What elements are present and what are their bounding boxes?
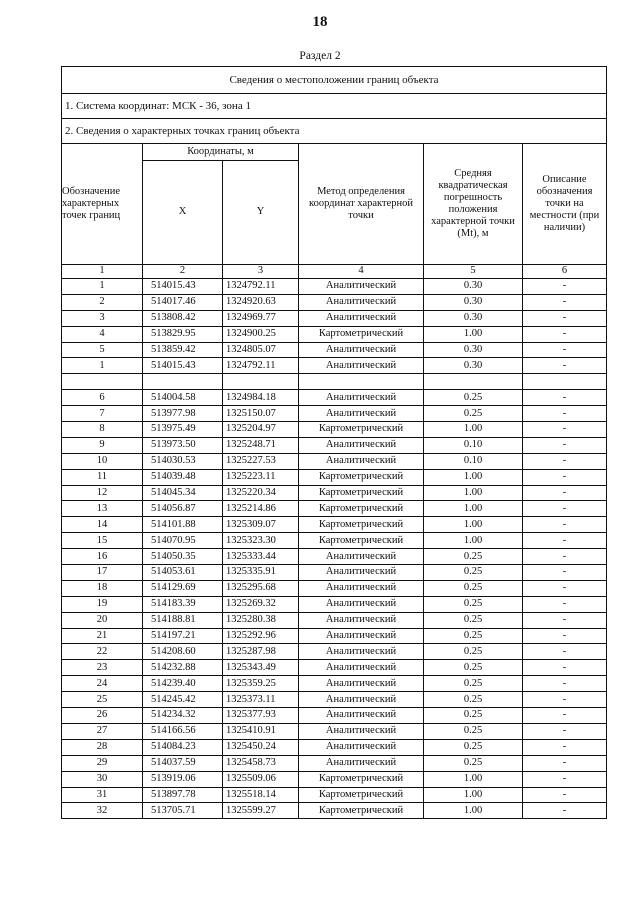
point-number: 29 (62, 755, 143, 771)
description-cell: - (523, 422, 607, 438)
method-cell: Аналитический (299, 660, 424, 676)
table-row (62, 358, 607, 374)
description-cell: - (523, 469, 607, 485)
coord-x: 514030.53 (143, 453, 223, 469)
header-x: X (143, 161, 223, 265)
point-number: 1 (62, 279, 143, 295)
header-method: Метод определения координат характерной точки (299, 144, 424, 265)
point-number: 24 (62, 676, 143, 692)
point-number: 9 (62, 437, 143, 453)
method-cell: Картометрический (299, 787, 424, 803)
coord-y: 1325599.27 (223, 803, 299, 819)
coord-y: 1325309.07 (223, 517, 299, 533)
point-number (62, 374, 143, 390)
coord-y: 1324805.07 (223, 342, 299, 358)
description-cell: - (523, 660, 607, 676)
point-number: 13 (62, 501, 143, 517)
point-number: 16 (62, 549, 143, 565)
column-number: 5 (424, 265, 523, 279)
coord-x: 514050.35 (143, 549, 223, 565)
coord-y: 1325450.24 (223, 739, 299, 755)
method-cell: Аналитический (299, 580, 424, 596)
method-cell: Картометрический (299, 485, 424, 501)
table-row (62, 676, 607, 692)
point-number: 22 (62, 644, 143, 660)
accuracy-cell: 1.00 (424, 326, 523, 342)
method-cell: Аналитический (299, 739, 424, 755)
point-number: 5 (62, 342, 143, 358)
description-cell: - (523, 580, 607, 596)
coord-y: 1325373.11 (223, 692, 299, 708)
accuracy-cell: 0.30 (424, 310, 523, 326)
description-cell: - (523, 294, 607, 310)
accuracy-cell: 1.00 (424, 485, 523, 501)
description-cell: - (523, 628, 607, 644)
coord-y: 1324984.18 (223, 390, 299, 406)
coord-y: 1324920.63 (223, 294, 299, 310)
column-number-row (62, 265, 607, 279)
method-cell: Аналитический (299, 596, 424, 612)
point-number: 7 (62, 406, 143, 422)
table-caption: Сведения о местоположении границ объекта (62, 67, 607, 94)
coord-y: 1325509.06 (223, 771, 299, 787)
method-cell: Картометрический (299, 517, 424, 533)
description-cell (523, 374, 607, 390)
point-number: 26 (62, 708, 143, 724)
description-cell: - (523, 565, 607, 581)
point-number: 8 (62, 422, 143, 438)
description-cell: - (523, 644, 607, 660)
method-cell: Аналитический (299, 612, 424, 628)
method-cell (299, 374, 424, 390)
accuracy-cell: 0.25 (424, 390, 523, 406)
point-number: 6 (62, 390, 143, 406)
table-row (62, 628, 607, 644)
point-number: 3 (62, 310, 143, 326)
coord-y: 1325323.30 (223, 533, 299, 549)
table-row (62, 342, 607, 358)
table-row (62, 390, 607, 406)
coord-y: 1325223.11 (223, 469, 299, 485)
description-cell: - (523, 358, 607, 374)
table-row (62, 406, 607, 422)
method-cell: Картометрический (299, 533, 424, 549)
description-cell: - (523, 453, 607, 469)
coord-y: 1325359.25 (223, 676, 299, 692)
coord-y: 1325377.93 (223, 708, 299, 724)
description-cell: - (523, 676, 607, 692)
table-row (62, 279, 607, 295)
column-number: 2 (143, 265, 223, 279)
method-cell: Аналитический (299, 294, 424, 310)
method-cell: Аналитический (299, 676, 424, 692)
coord-y: 1325292.96 (223, 628, 299, 644)
accuracy-cell: 1.00 (424, 787, 523, 803)
accuracy-cell: 0.25 (424, 612, 523, 628)
accuracy-cell: 0.30 (424, 294, 523, 310)
method-cell: Аналитический (299, 342, 424, 358)
coord-y: 1325287.98 (223, 644, 299, 660)
coord-y: 1325220.34 (223, 485, 299, 501)
description-cell: - (523, 803, 607, 819)
coord-x: 514234.32 (143, 708, 223, 724)
coord-x: 514045.34 (143, 485, 223, 501)
accuracy-cell: 0.30 (424, 279, 523, 295)
coord-x: 513897.78 (143, 787, 223, 803)
table-row (62, 739, 607, 755)
method-cell: Аналитический (299, 723, 424, 739)
table-row (62, 501, 607, 517)
coord-y: 1324969.77 (223, 310, 299, 326)
coord-y: 1325248.71 (223, 437, 299, 453)
column-number: 6 (523, 265, 607, 279)
method-cell: Аналитический (299, 390, 424, 406)
point-number: 2 (62, 294, 143, 310)
coord-y: 1325204.97 (223, 422, 299, 438)
accuracy-cell: 0.25 (424, 739, 523, 755)
coord-x: 513975.49 (143, 422, 223, 438)
description-cell: - (523, 708, 607, 724)
column-number: 3 (223, 265, 299, 279)
accuracy-cell: 0.25 (424, 596, 523, 612)
coord-x (143, 374, 223, 390)
point-number: 20 (62, 612, 143, 628)
accuracy-cell: 1.00 (424, 469, 523, 485)
method-cell: Картометрический (299, 771, 424, 787)
table-row (62, 326, 607, 342)
description-cell: - (523, 533, 607, 549)
method-cell: Картометрический (299, 326, 424, 342)
coord-x: 514245.42 (143, 692, 223, 708)
accuracy-cell: 0.25 (424, 628, 523, 644)
coord-x: 514039.48 (143, 469, 223, 485)
point-number: 30 (62, 771, 143, 787)
method-cell: Аналитический (299, 437, 424, 453)
coord-x: 513973.50 (143, 437, 223, 453)
accuracy-cell (424, 374, 523, 390)
coord-x: 514166.56 (143, 723, 223, 739)
accuracy-cell: 0.25 (424, 676, 523, 692)
accuracy-cell: 1.00 (424, 803, 523, 819)
coord-x: 514232.88 (143, 660, 223, 676)
table-row (62, 374, 607, 390)
point-number: 21 (62, 628, 143, 644)
accuracy-cell: 0.25 (424, 755, 523, 771)
description-cell: - (523, 310, 607, 326)
point-number: 10 (62, 453, 143, 469)
coord-x: 513859.42 (143, 342, 223, 358)
method-cell: Аналитический (299, 692, 424, 708)
accuracy-cell: 0.25 (424, 723, 523, 739)
table-row (62, 612, 607, 628)
description-cell: - (523, 596, 607, 612)
method-cell: Аналитический (299, 755, 424, 771)
header-accuracy: Средняя квадратическая погрешность положения характерной точки (Mt), м (424, 144, 523, 265)
method-cell: Аналитический (299, 644, 424, 660)
table-row (62, 644, 607, 660)
header-y: Y (223, 161, 299, 265)
coord-y: 1325280.38 (223, 612, 299, 628)
coord-y: 1325410.91 (223, 723, 299, 739)
accuracy-cell: 1.00 (424, 517, 523, 533)
table-row (62, 596, 607, 612)
coord-x: 514197.21 (143, 628, 223, 644)
point-number: 11 (62, 469, 143, 485)
table-row (62, 771, 607, 787)
table-row (62, 485, 607, 501)
table-row (62, 787, 607, 803)
description-cell: - (523, 485, 607, 501)
table-row (62, 469, 607, 485)
description-cell: - (523, 342, 607, 358)
accuracy-cell: 0.25 (424, 708, 523, 724)
table-row (62, 517, 607, 533)
coord-y: 1325458.73 (223, 755, 299, 771)
method-cell: Аналитический (299, 279, 424, 295)
table-row (62, 310, 607, 326)
table-row (62, 692, 607, 708)
coord-x: 513977.98 (143, 406, 223, 422)
coord-x: 514101.88 (143, 517, 223, 533)
table-row (62, 723, 607, 739)
coord-y: 1325269.32 (223, 596, 299, 612)
coord-x: 514129.69 (143, 580, 223, 596)
point-number: 25 (62, 692, 143, 708)
points-title: 2. Сведения о характерных точках границ объекта (62, 119, 607, 144)
table-row (62, 660, 607, 676)
header-point-designation: Обозначение характерных точек границ (62, 144, 143, 265)
table-row (62, 755, 607, 771)
method-cell: Картометрический (299, 422, 424, 438)
description-cell: - (523, 517, 607, 533)
point-number: 1 (62, 358, 143, 374)
accuracy-cell: 0.25 (424, 565, 523, 581)
coord-y: 1325227.53 (223, 453, 299, 469)
point-number: 19 (62, 596, 143, 612)
accuracy-cell: 1.00 (424, 771, 523, 787)
accuracy-cell: 0.10 (424, 437, 523, 453)
header-coordinates: Координаты, м (143, 144, 299, 161)
description-cell: - (523, 771, 607, 787)
coord-y: 1324900.25 (223, 326, 299, 342)
method-cell: Картометрический (299, 803, 424, 819)
point-number: 27 (62, 723, 143, 739)
coord-x: 514053.61 (143, 565, 223, 581)
description-cell: - (523, 390, 607, 406)
point-number: 23 (62, 660, 143, 676)
description-cell: - (523, 755, 607, 771)
description-cell: - (523, 501, 607, 517)
point-number: 14 (62, 517, 143, 533)
coord-x: 513705.71 (143, 803, 223, 819)
coord-x: 514239.40 (143, 676, 223, 692)
coord-x: 514015.43 (143, 358, 223, 374)
point-number: 32 (62, 803, 143, 819)
point-number: 18 (62, 580, 143, 596)
coord-y: 1325214.86 (223, 501, 299, 517)
coord-x: 514188.81 (143, 612, 223, 628)
coord-y: 1324792.11 (223, 279, 299, 295)
header-description: Описание обозначения точки на местности (при наличии) (523, 144, 607, 265)
column-number: 4 (299, 265, 424, 279)
table-row (62, 422, 607, 438)
coord-x: 514070.95 (143, 533, 223, 549)
boundary-table (61, 66, 607, 819)
coord-y: 1325333.44 (223, 549, 299, 565)
point-number: 15 (62, 533, 143, 549)
coord-x: 514037.59 (143, 755, 223, 771)
section-title: Раздел 2 (299, 50, 341, 62)
method-cell: Картометрический (299, 469, 424, 485)
description-cell: - (523, 437, 607, 453)
method-cell: Картометрический (299, 501, 424, 517)
coord-x: 513829.95 (143, 326, 223, 342)
method-cell: Аналитический (299, 549, 424, 565)
coord-x: 514015.43 (143, 279, 223, 295)
coord-x: 514017.46 (143, 294, 223, 310)
description-cell: - (523, 787, 607, 803)
table-row (62, 453, 607, 469)
table-row (62, 533, 607, 549)
table-row (62, 437, 607, 453)
accuracy-cell: 0.25 (424, 549, 523, 565)
coord-y: 1325343.49 (223, 660, 299, 676)
method-cell: Аналитический (299, 406, 424, 422)
coord-y: 1325518.14 (223, 787, 299, 803)
accuracy-cell: 0.25 (424, 644, 523, 660)
coord-system: 1. Система координат: МСК - 36, зона 1 (62, 94, 607, 119)
coord-x: 514084.23 (143, 739, 223, 755)
point-number: 28 (62, 739, 143, 755)
method-cell: Аналитический (299, 358, 424, 374)
point-number: 17 (62, 565, 143, 581)
point-number: 12 (62, 485, 143, 501)
method-cell: Аналитический (299, 565, 424, 581)
coord-x: 513808.42 (143, 310, 223, 326)
description-cell: - (523, 692, 607, 708)
coord-x: 513919.06 (143, 771, 223, 787)
coord-x: 514004.58 (143, 390, 223, 406)
coord-y: 1324792.11 (223, 358, 299, 374)
coord-y: 1325335.91 (223, 565, 299, 581)
method-cell: Аналитический (299, 708, 424, 724)
table-row (62, 708, 607, 724)
table-row (62, 565, 607, 581)
description-cell: - (523, 279, 607, 295)
coord-x: 514208.60 (143, 644, 223, 660)
accuracy-cell: 0.25 (424, 660, 523, 676)
table-row (62, 294, 607, 310)
description-cell: - (523, 326, 607, 342)
accuracy-cell: 0.25 (424, 580, 523, 596)
table-row (62, 803, 607, 819)
accuracy-cell: 1.00 (424, 533, 523, 549)
page-number: 18 (312, 14, 328, 30)
point-number: 4 (62, 326, 143, 342)
accuracy-cell: 1.00 (424, 422, 523, 438)
point-number: 31 (62, 787, 143, 803)
column-number: 1 (62, 265, 143, 279)
accuracy-cell: 1.00 (424, 501, 523, 517)
method-cell: Аналитический (299, 628, 424, 644)
method-cell: Аналитический (299, 310, 424, 326)
coord-y (223, 374, 299, 390)
table-row (62, 580, 607, 596)
coord-y: 1325295.68 (223, 580, 299, 596)
description-cell: - (523, 723, 607, 739)
table-row (62, 549, 607, 565)
coord-x: 514183.39 (143, 596, 223, 612)
description-cell: - (523, 739, 607, 755)
accuracy-cell: 0.30 (424, 342, 523, 358)
coord-y: 1325150.07 (223, 406, 299, 422)
accuracy-cell: 0.25 (424, 692, 523, 708)
description-cell: - (523, 406, 607, 422)
method-cell: Аналитический (299, 453, 424, 469)
accuracy-cell: 0.10 (424, 453, 523, 469)
coord-x: 514056.87 (143, 501, 223, 517)
description-cell: - (523, 549, 607, 565)
accuracy-cell: 0.30 (424, 358, 523, 374)
description-cell: - (523, 612, 607, 628)
accuracy-cell: 0.25 (424, 406, 523, 422)
